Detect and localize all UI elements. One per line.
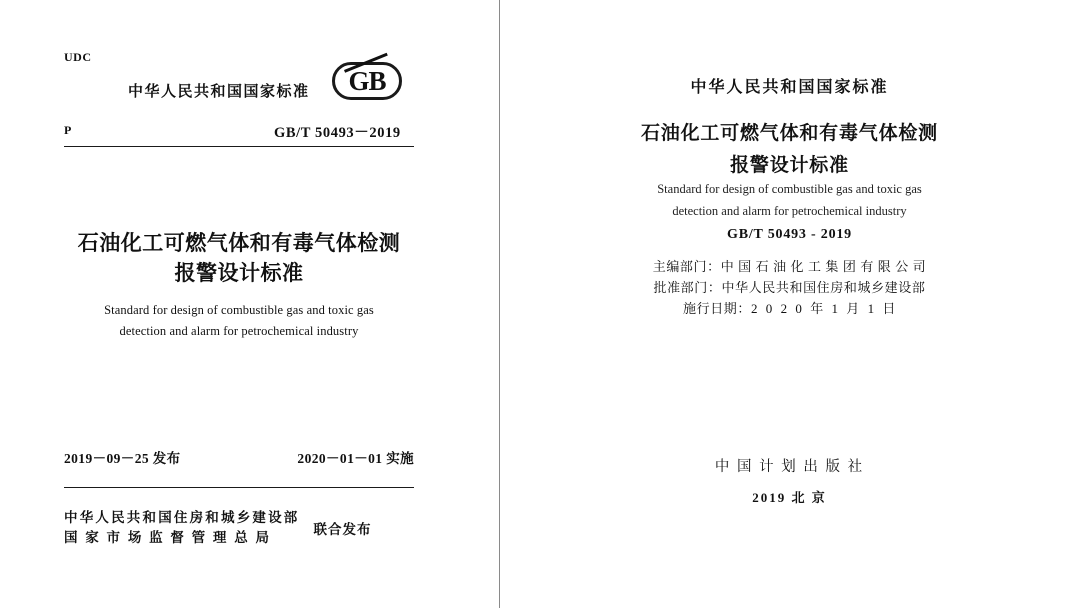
title-cn-line1: 石油化工可燃气体和有毒气体检测 — [77, 231, 401, 255]
national-standard-heading: 中华人民共和国国家标准 — [128, 84, 310, 100]
dates-row — [64, 447, 414, 467]
right-page — [499, 0, 1080, 608]
title-cn-line2: 报警设计标准 — [174, 261, 304, 285]
right-title-en — [499, 178, 1080, 222]
meta-approver: 批准部门：中华人民共和国住房和城乡建设部 — [653, 280, 926, 295]
issuer-line2: 国 家 市 场 监 督 管 理 总 局 — [64, 530, 272, 545]
left-page — [0, 0, 499, 608]
joint-issue-label: 联合发布 — [313, 522, 372, 537]
gb-logo-text: GB — [348, 66, 386, 96]
title-en-line2: detection and alarm for petrochemical industry — [119, 324, 359, 338]
category-mark: P — [64, 123, 72, 137]
meta-editor: 主编部门：中 国 石 油 化 工 集 团 有 限 公 司 — [652, 259, 927, 274]
top-rule — [64, 146, 414, 147]
issuer-line1: 中华人民共和国住房和城乡建设部 — [64, 510, 300, 525]
udc-label: UDC — [64, 50, 92, 64]
right-meta-block — [499, 256, 1080, 319]
issue-date: 2019－09－25 发布 — [64, 451, 181, 466]
title-en — [64, 300, 414, 342]
right-standard-number: GB/T 50493 - 2019 — [727, 227, 852, 242]
title-cn-second — [64, 258, 414, 288]
right-title-cn — [499, 118, 1080, 182]
right-national-standard-heading: 中华人民共和国国家标准 — [690, 79, 889, 96]
meta-effective-date: 施行日期：2 0 2 0 年 1 月 1 日 — [683, 301, 896, 316]
issuer-names — [64, 508, 300, 548]
effective-date: 2020－01－01 实施 — [297, 451, 414, 466]
standard-number: GB/T 50493－2019 — [274, 125, 401, 141]
right-title-cn-line1: 石油化工可燃气体和有毒气体检测 — [640, 123, 938, 144]
bottom-rule — [64, 487, 414, 488]
title-cn — [64, 228, 414, 258]
right-title-cn-line2: 报警设计标准 — [730, 155, 849, 176]
gb-logo-icon — [332, 62, 404, 102]
title-en-line1: Standard for design of combustible gas and toxic gas — [104, 303, 374, 317]
right-title-en-line1: Standard for design of combustible gas and toxic gas — [657, 182, 922, 196]
publisher-name: 中 国 计 划 出 版 社 — [714, 459, 865, 475]
publish-year-city: 2019 北 京 — [752, 490, 827, 505]
issuer-block — [64, 508, 414, 548]
right-title-en-line2: detection and alarm for petrochemical industry — [672, 204, 907, 218]
